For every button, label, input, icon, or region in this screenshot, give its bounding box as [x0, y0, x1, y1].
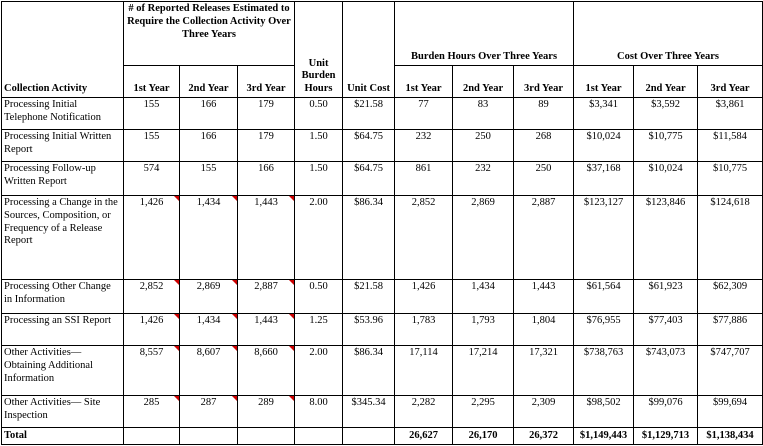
unit-cost-cell: $21.58 — [343, 280, 395, 314]
releases-cell: 179 — [238, 130, 295, 162]
hours-cell: 17,114 — [395, 346, 453, 396]
header-hours-year-2: 2nd Year — [453, 66, 514, 98]
releases-cell: 8,557 — [124, 346, 180, 396]
hours-cell: 2,852 — [395, 196, 453, 280]
header-releases-year-3: 3rd Year — [238, 66, 295, 98]
releases-cell: 1,434 — [180, 196, 238, 280]
hours-cell: 1,426 — [395, 280, 453, 314]
cost-cell: $99,694 — [698, 396, 763, 428]
header-cost-year-1: 1st Year — [574, 66, 634, 98]
hours-cell: 2,295 — [453, 396, 514, 428]
releases-cell: 289 — [238, 396, 295, 428]
releases-cell: 8,607 — [180, 346, 238, 396]
unit-hours-cell: 1.50 — [295, 162, 343, 196]
header-unit-burden-hours: Unit Burden Hours — [295, 2, 343, 98]
cost-cell: $747,707 — [698, 346, 763, 396]
releases-cell: 1,443 — [238, 314, 295, 346]
releases-cell: 2,852 — [124, 280, 180, 314]
releases-cell: 1,426 — [124, 314, 180, 346]
unit-cost-cell: $64.75 — [343, 130, 395, 162]
total-hours-cell: 26,372 — [514, 428, 574, 445]
cost-cell: $77,886 — [698, 314, 763, 346]
header-hours-year-1: 1st Year — [395, 66, 453, 98]
unit-cost-cell: $64.75 — [343, 162, 395, 196]
cost-cell: $10,775 — [698, 162, 763, 196]
table-row — [2, 98, 763, 130]
cost-cell: $11,584 — [698, 130, 763, 162]
hours-cell: 268 — [514, 130, 574, 162]
table-row — [2, 314, 763, 346]
hours-cell: 2,282 — [395, 396, 453, 428]
cost-cell: $10,775 — [634, 130, 698, 162]
releases-cell: 155 — [180, 162, 238, 196]
releases-cell: 285 — [124, 396, 180, 428]
unit-cost-cell: $53.96 — [343, 314, 395, 346]
table-row — [2, 346, 763, 396]
hours-cell: 861 — [395, 162, 453, 196]
hours-cell: 1,804 — [514, 314, 574, 346]
unit-hours-cell: 1.25 — [295, 314, 343, 346]
cost-cell: $98,502 — [574, 396, 634, 428]
hours-cell: 77 — [395, 98, 453, 130]
table-row — [2, 196, 763, 280]
hours-cell: 83 — [453, 98, 514, 130]
unit-cost-cell: $86.34 — [343, 346, 395, 396]
hours-cell: 2,309 — [514, 396, 574, 428]
hours-cell: 1,434 — [453, 280, 514, 314]
total-label: Total — [2, 428, 124, 445]
releases-cell: 1,443 — [238, 196, 295, 280]
total-cost-cell: $1,129,713 — [634, 428, 698, 445]
header-cost-group: Cost Over Three Years — [574, 2, 763, 66]
releases-cell: 2,869 — [180, 280, 238, 314]
cost-cell: $10,024 — [574, 130, 634, 162]
empty-cell — [295, 428, 343, 445]
activity-cell: Processing Initial Telephone Notification — [2, 98, 124, 130]
cost-cell: $61,923 — [634, 280, 698, 314]
hours-cell: 1,443 — [514, 280, 574, 314]
releases-cell: 287 — [180, 396, 238, 428]
hours-cell: 1,783 — [395, 314, 453, 346]
header-unit-cost: Unit Cost — [343, 2, 395, 98]
releases-cell: 179 — [238, 98, 295, 130]
header-cost-year-2: 2nd Year — [634, 66, 698, 98]
releases-cell: 155 — [124, 98, 180, 130]
total-cost-cell: $1,149,443 — [574, 428, 634, 445]
releases-cell: 166 — [180, 98, 238, 130]
unit-hours-cell: 0.50 — [295, 98, 343, 130]
cost-cell: $10,024 — [634, 162, 698, 196]
hours-cell: 2,887 — [514, 196, 574, 280]
hours-cell: 250 — [453, 130, 514, 162]
empty-cell — [180, 428, 238, 445]
header-releases-group: # of Reported Releases Estimated to Require the Collection Activity Over Three Years — [124, 2, 295, 66]
empty-cell — [124, 428, 180, 445]
activity-cell: Processing a Change in the Sources, Composition, or Frequency of a Release Report — [2, 196, 124, 280]
table-row — [2, 396, 763, 428]
total-hours-cell: 26,170 — [453, 428, 514, 445]
hours-cell: 250 — [514, 162, 574, 196]
activity-cell: Other Activities–– Obtaining Additional Information — [2, 346, 124, 396]
releases-cell: 1,426 — [124, 196, 180, 280]
empty-cell — [343, 428, 395, 445]
releases-cell: 1,434 — [180, 314, 238, 346]
unit-hours-cell: 2.00 — [295, 346, 343, 396]
header-hours-year-3: 3rd Year — [514, 66, 574, 98]
header-releases-year-2: 2nd Year — [180, 66, 238, 98]
unit-hours-cell: 0.50 — [295, 280, 343, 314]
cost-cell: $3,592 — [634, 98, 698, 130]
unit-cost-cell: $345.34 — [343, 396, 395, 428]
total-hours-cell: 26,627 — [395, 428, 453, 445]
cost-cell: $123,846 — [634, 196, 698, 280]
empty-cell — [238, 428, 295, 445]
releases-cell: 166 — [238, 162, 295, 196]
hours-cell: 1,793 — [453, 314, 514, 346]
cost-cell: $738,763 — [574, 346, 634, 396]
activity-cell: Other Activities–– Site Inspection — [2, 396, 124, 428]
activity-cell: Processing an SSI Report — [2, 314, 124, 346]
total-row — [2, 428, 763, 445]
hours-cell: 232 — [395, 130, 453, 162]
releases-cell: 155 — [124, 130, 180, 162]
header-collection-activity: Collection Activity — [2, 2, 124, 98]
unit-hours-cell: 2.00 — [295, 196, 343, 280]
activity-cell: Processing Initial Written Report — [2, 130, 124, 162]
unit-cost-cell: $21.58 — [343, 98, 395, 130]
header-burden-group: Burden Hours Over Three Years — [395, 2, 574, 66]
activity-cell: Processing Follow-up Written Report — [2, 162, 124, 196]
table-row — [2, 162, 763, 196]
cost-cell: $37,168 — [574, 162, 634, 196]
releases-cell: 166 — [180, 130, 238, 162]
cost-cell: $76,955 — [574, 314, 634, 346]
cost-cell: $124,618 — [698, 196, 763, 280]
hours-cell: 89 — [514, 98, 574, 130]
cost-cell: $99,076 — [634, 396, 698, 428]
hours-cell: 232 — [453, 162, 514, 196]
unit-hours-cell: 1.50 — [295, 130, 343, 162]
header-cost-year-3: 3rd Year — [698, 66, 763, 98]
hours-cell: 17,321 — [514, 346, 574, 396]
cost-cell: $61,564 — [574, 280, 634, 314]
cost-cell: $77,403 — [634, 314, 698, 346]
cost-cell: $3,341 — [574, 98, 634, 130]
unit-cost-cell: $86.34 — [343, 196, 395, 280]
hours-cell: 2,869 — [453, 196, 514, 280]
burden-cost-table — [1, 1, 763, 445]
cost-cell: $743,073 — [634, 346, 698, 396]
cost-cell: $62,309 — [698, 280, 763, 314]
unit-hours-cell: 8.00 — [295, 396, 343, 428]
cost-cell: $3,861 — [698, 98, 763, 130]
releases-cell: 8,660 — [238, 346, 295, 396]
table-row — [2, 280, 763, 314]
hours-cell: 17,214 — [453, 346, 514, 396]
releases-cell: 2,887 — [238, 280, 295, 314]
header-releases-year-1: 1st Year — [124, 66, 180, 98]
table-row — [2, 130, 763, 162]
activity-cell: Processing Other Change in Information — [2, 280, 124, 314]
total-cost-cell: $1,138,434 — [698, 428, 763, 445]
releases-cell: 574 — [124, 162, 180, 196]
cost-cell: $123,127 — [574, 196, 634, 280]
